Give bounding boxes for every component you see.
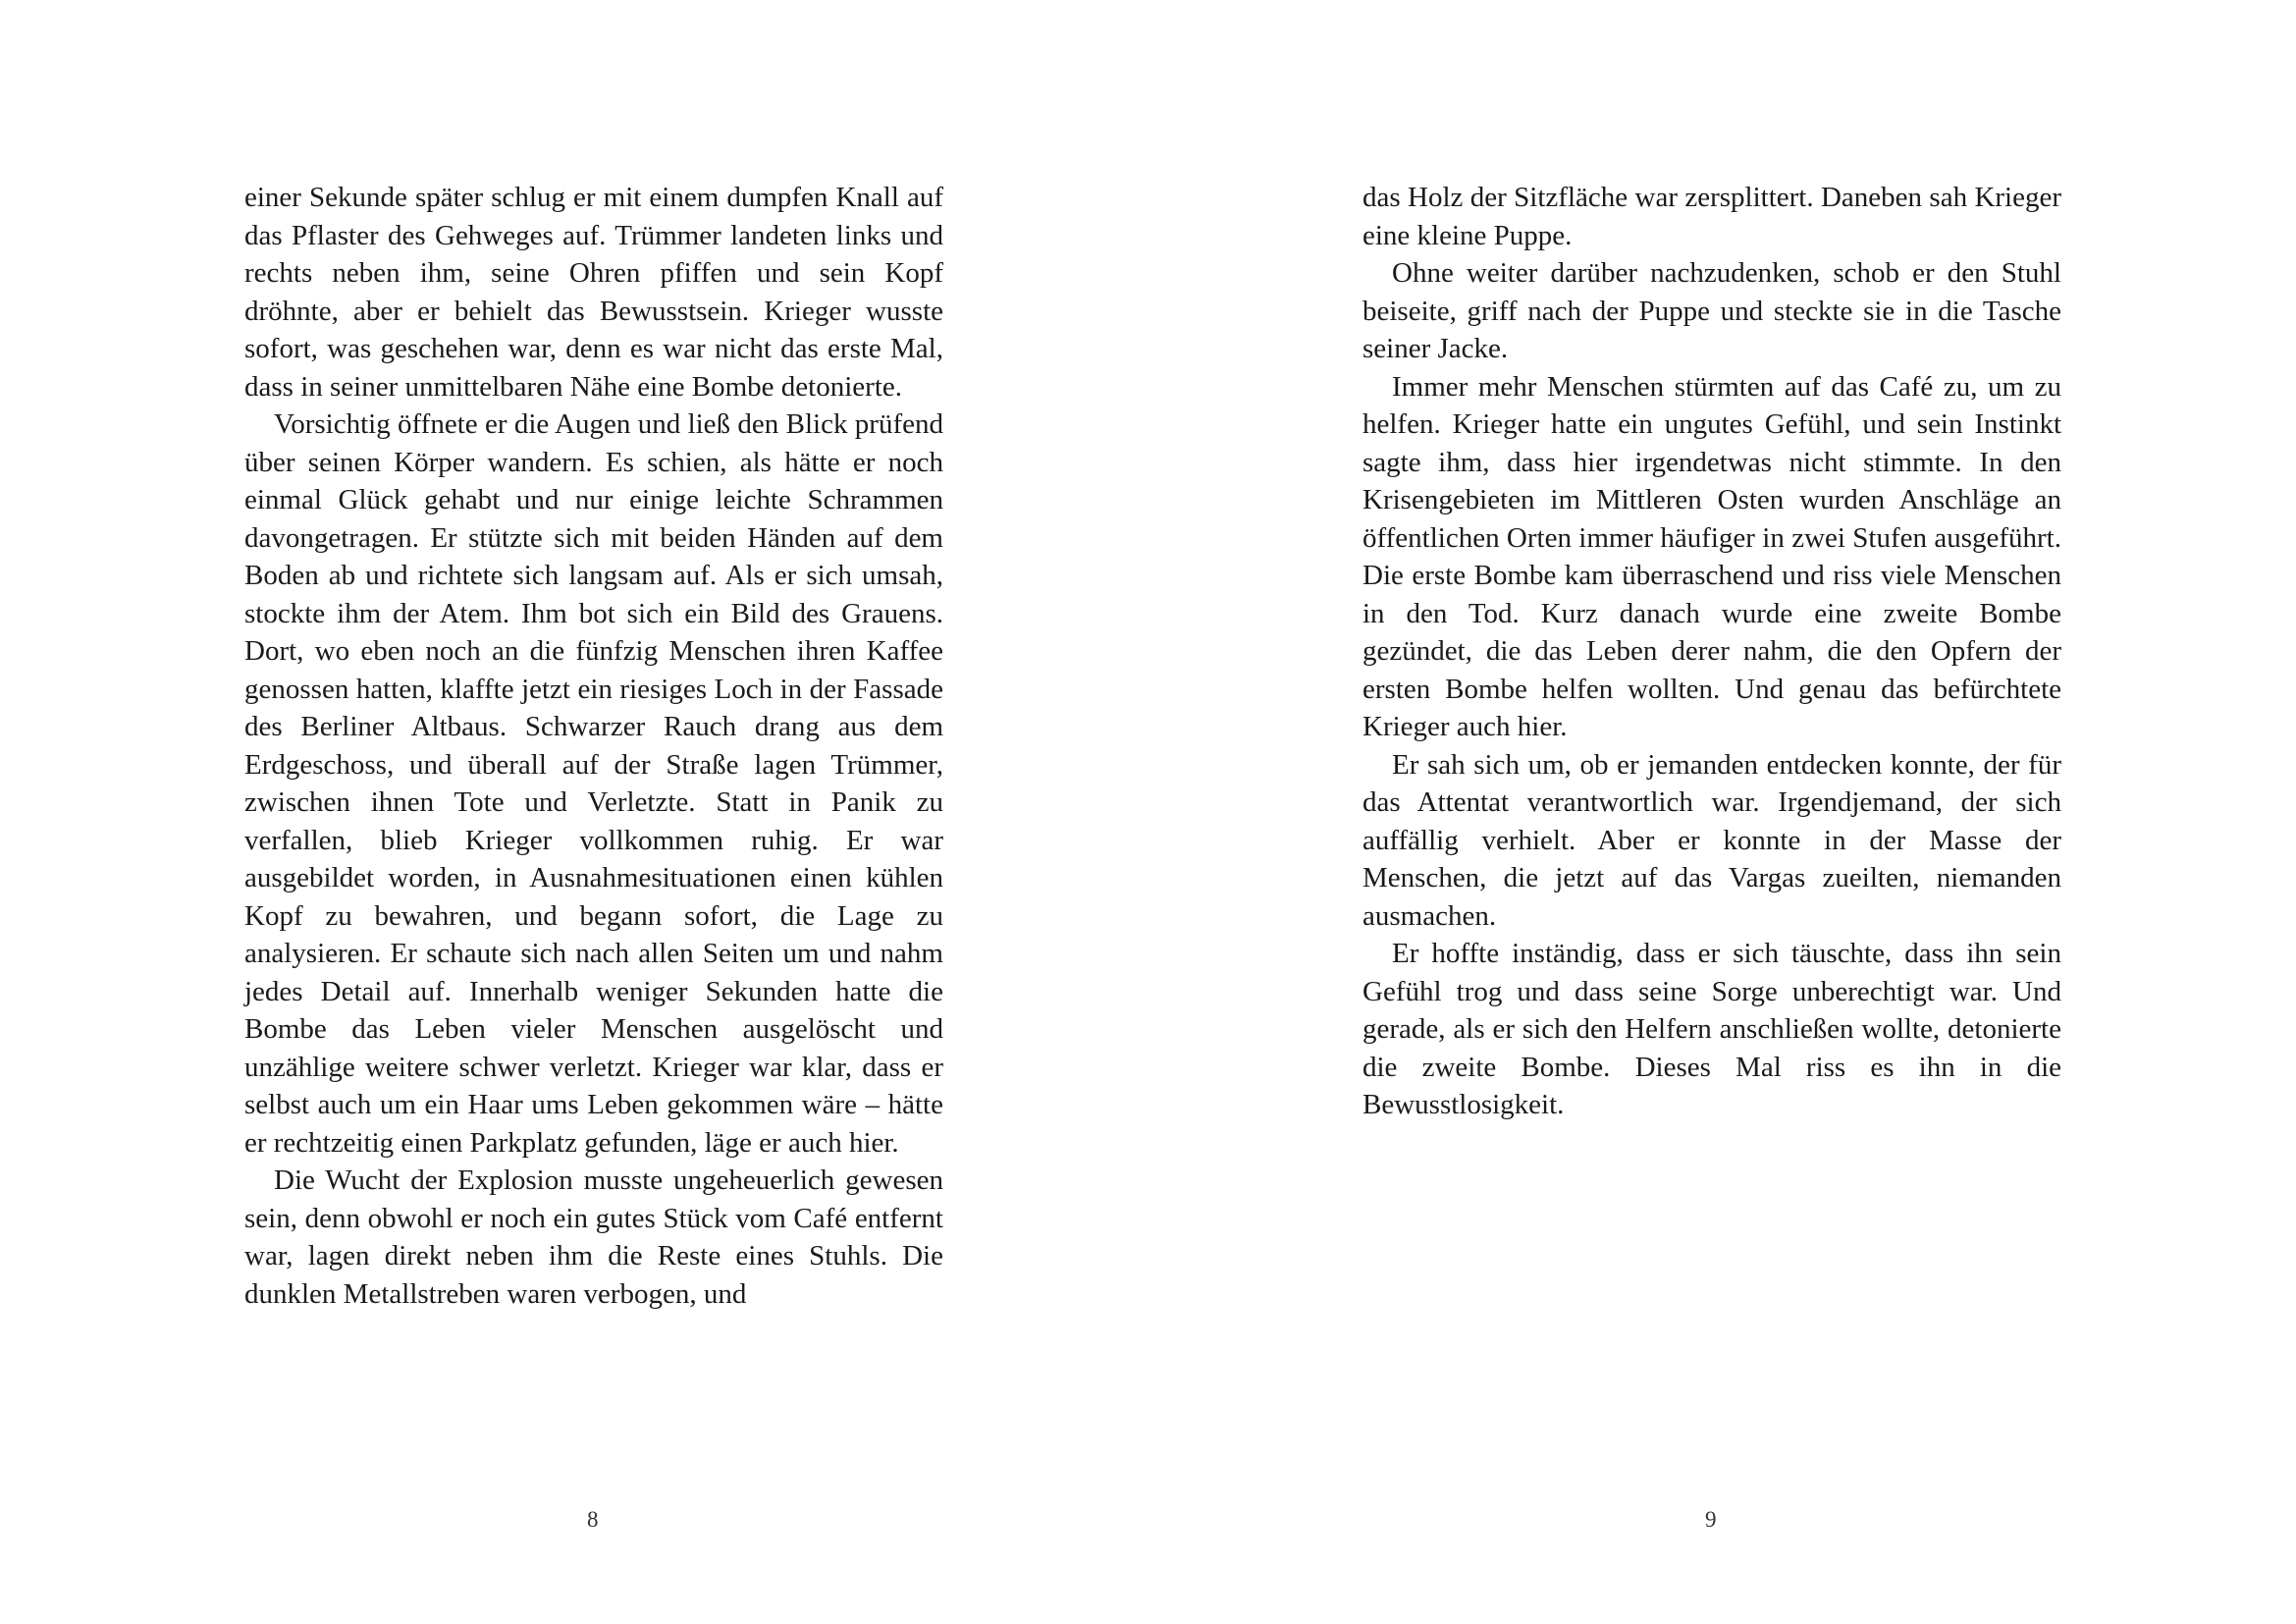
paragraph: Ohne weiter darüber nachzudenken, schob er den Stuhl beiseite, griff nach der Puppe und steckte sie in die Tasche seiner Jacke. xyxy=(1362,257,2061,364)
paragraph: Immer mehr Menschen stürmten auf das Café zu, um zu helfen. Krieger hatte ein ungutes Gefühl, und sein Instinkt sagte ihm, dass hier irgendetwas nicht stimmte. In den Krisengebieten im Mittleren Osten wurden Anschläge an öffentlichen Orten immer häufiger in zwei Stufen ausgeführt. Die erste Bombe kam überraschend und riss viele Menschen in den Tod. Kurz danach wurde eine zweite Bombe gezündet, die das Leben derer nahm, die den Opfern der ersten Bombe helfen wollten. Und genau das befürchtete Krieger auch hier. xyxy=(1362,370,2061,742)
paragraph: Er sah sich um, ob er jemanden entdecken konnte, der für das Attentat verantwortlich war. Irgendjemand, der sich auffällig verhielt. Aber er konnte in der Masse der Menschen, die jetzt auf das Vargas zueilten, niemanden ausmachen. xyxy=(1362,748,2061,932)
page-number: 9 xyxy=(1705,1507,1717,1532)
paragraph: das Holz der Sitzfläche war zersplittert. Daneben sah Krieger eine kleine Puppe. xyxy=(1362,182,2061,251)
paragraph: Vorsichtig öffnete er die Augen und ließ den Blick prüfend über seinen Körper wandern. Es schien, als hätte er noch einmal Glück gehabt und nur einige leichte Schrammen davongetragen. Er stützte sich mit beiden Händen auf dem Boden ab und richtete sich langsam auf. Als er sich umsah, stockte ihm der Atem. Ihm bot sich ein Bild des Grauens. Dort, wo eben noch an die fünfzig Menschen ihren Kaffee genossen hatten, klaffte jetzt ein riesiges Loch in der Fassade des Berliner Altbaus. Schwarzer Rauch drang aus dem Erdgeschoss, und überall auf der Straße lagen Trümmer, zwischen ihnen Tote und Verletzte. Statt in Panik zu verfallen, blieb Krieger vollkommen ruhig. Er war ausgebildet worden, in Ausnahmesituationen einen kühlen Kopf zu bewahren, und begann sofort, die Lage zu analysieren. Er schaute sich nach allen Seiten um und nahm jedes Detail auf. Innerhalb weniger Sekunden hatte die Bombe das Leben vieler Menschen ausgelöscht und unzählige weitere schwer verletzt. Krieger war klar, dass er selbst auch um ein Haar ums Leben gekommen wäre – hätte er rechtzeitig einen Parkplatz gefunden, läge er auch hier. xyxy=(244,408,943,1159)
right-page-text xyxy=(1362,179,2061,1124)
paragraph: Die Wucht der Explosion musste ungeheuerlich gewesen sein, denn obwohl er noch ein gutes Stück vom Café entfernt war, lagen direkt neben ihm die Reste eines Stuhls. Die dunklen Metallstreben waren verbogen, und xyxy=(244,1164,943,1310)
paragraph: Er hoffte inständig, dass er sich täuschte, dass ihn sein Gefühl trog und dass seine Sorge unberechtigt war. Und gerade, als er sich den Helfern anschließen wollte, detonierte die zweite Bombe. Dieses Mal riss es ihn in die Bewusstlosigkeit. xyxy=(1362,938,2061,1120)
right-page xyxy=(1148,0,2296,1624)
paragraph: einer Sekunde später schlug er mit einem dumpfen Knall auf das Pflaster des Gehweges auf. Trümmer landeten links und rechts neben ihm, seine Ohren pfiffen und sein Kopf dröhnte, aber er behielt das Bewusstsein. Krieger wusste sofort, was geschehen war, denn es war nicht das erste Mal, dass in seiner unmittelbaren Nähe eine Bombe detonierte. xyxy=(244,182,943,403)
left-page-text xyxy=(244,179,943,1313)
page-number: 8 xyxy=(587,1507,599,1532)
